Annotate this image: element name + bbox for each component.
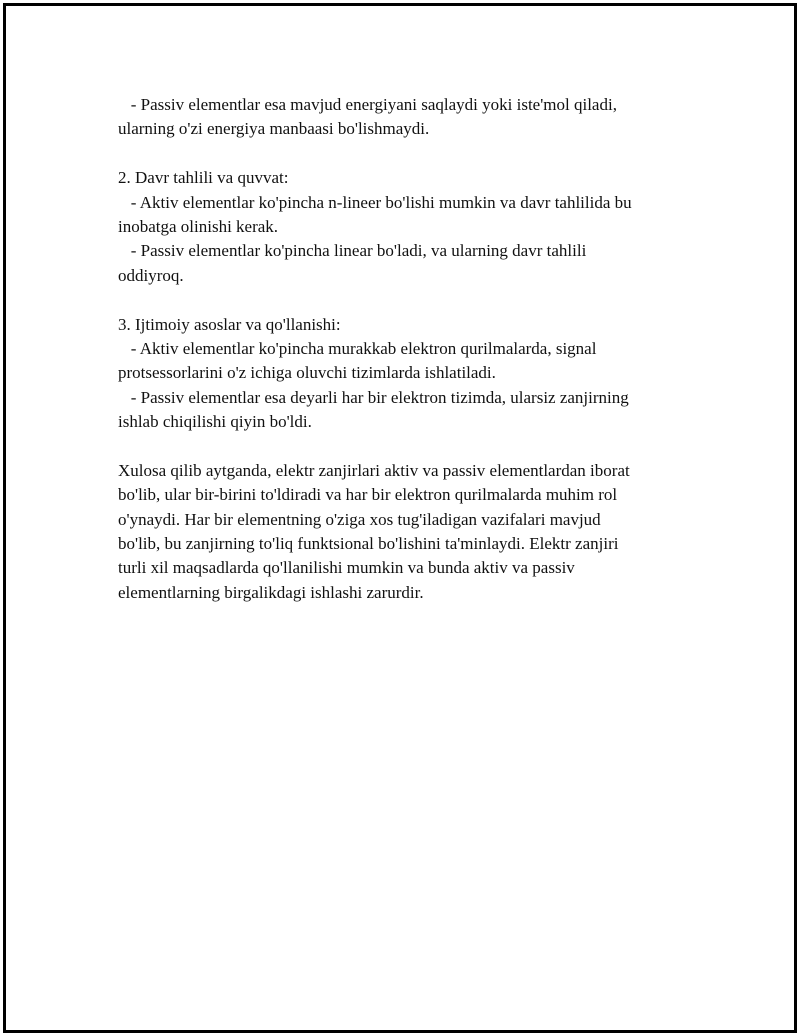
paragraph-conclusion <box>118 459 688 605</box>
text-line: - Passiv elementlar esa deyarli har bir elektron tizimda, ularsiz zanjirning <box>118 387 629 407</box>
paragraph-applications <box>118 313 688 435</box>
paragraph-spacer <box>118 434 688 458</box>
text-line: elementlarning birgalikdagi ishlashi zarurdir. <box>118 582 424 602</box>
paragraph-spacer <box>118 288 688 312</box>
text-line: inobatga olinishi kerak. <box>118 216 279 236</box>
text-line: Xulosa qilib aytganda, elektr zanjirlari aktiv va passiv elementlardan iborat <box>118 460 630 480</box>
document-body <box>118 93 688 605</box>
text-line: - Aktiv elementlar ko'pincha n-lineer bo'lishi mumkin va davr tahlilida bu <box>118 192 632 212</box>
text-line: ishlab chiqilishi qiyin bo'ldi. <box>118 412 312 432</box>
text-line: - Aktiv elementlar ko'pincha murakkab elektron qurilmalarda, signal <box>118 338 597 358</box>
text-line: - Passiv elementlar esa mavjud energiyani saqlaydi yoki iste'mol qiladi, <box>118 95 617 114</box>
paragraph-spacer <box>118 142 688 166</box>
text-line: - Passiv elementlar ko'pincha linear bo'ladi, va ularning davr tahlili <box>118 241 587 261</box>
text-line: turli xil maqsadlarda qo'llanilishi mumkin va bunda aktiv va passiv <box>118 558 575 578</box>
text-line: bo'lib, ular bir-birini to'ldiradi va har bir elektron qurilmalarda muhim rol <box>118 485 618 505</box>
text-line: oddiyroq. <box>118 265 184 285</box>
paragraph-circuit-analysis <box>118 166 688 288</box>
section-heading: 2. Davr tahlili va quvvat: <box>118 168 289 188</box>
paragraph-passive-energy <box>118 93 688 142</box>
text-line: o'ynaydi. Har bir elementning o'ziga xos tug'iladigan vazifalari mavjud <box>118 509 601 529</box>
text-line: protsessorlarini o'z ichiga oluvchi tizimlarda ishlatiladi. <box>118 363 496 383</box>
text-line: ularning o'zi energiya manbaasi bo'lishmaydi. <box>118 119 430 139</box>
text-line: bo'lib, bu zanjirning to'liq funktsional bo'lishini ta'minlaydi. Elektr zanjiri <box>118 534 619 554</box>
section-heading: 3. Ijtimoiy asoslar va qo'llanishi: <box>118 314 341 334</box>
